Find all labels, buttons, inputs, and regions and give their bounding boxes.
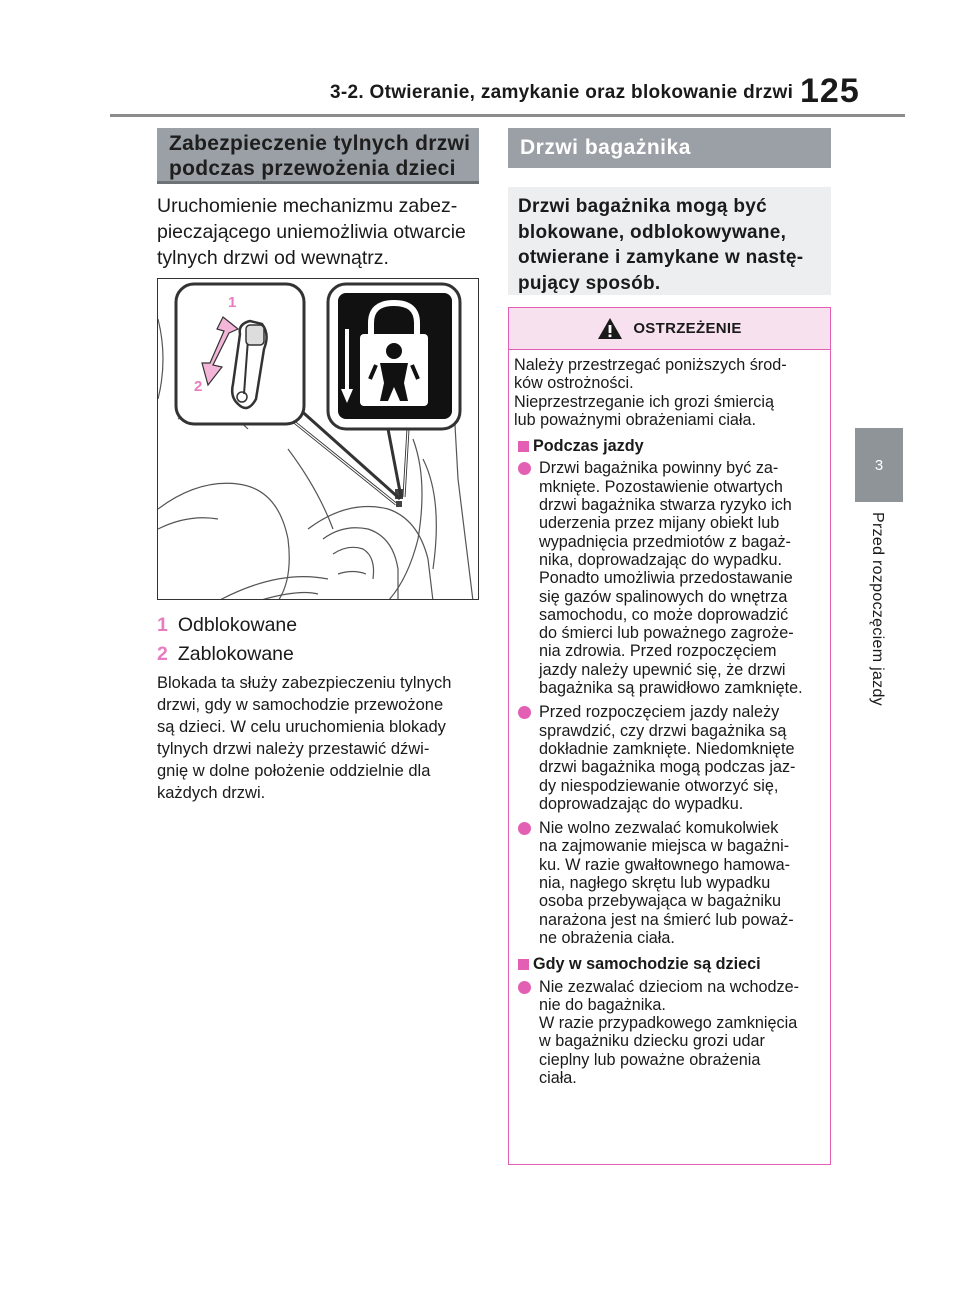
warning-body — [509, 350, 830, 1087]
bullet-text: Przed rozpoczęciem jazdy należy sprawdzić, czy drzwi bagażnika są dokładnie zamknięte. Niedomknięte drzwi bagażnika mogą podczas jaz- dy niespodziewanie otworzyć się, doprowadzając do wypadku. — [539, 703, 796, 813]
back-door-intro: Drzwi bagażnika mogą być blokowane, odblokowywane, otwierane i zamykane w nastę- pujący sposób. — [508, 187, 831, 295]
chapter-tab — [855, 428, 903, 502]
warning-box — [508, 307, 831, 1165]
chapter-title: Przed rozpoczęciem jazdy — [869, 512, 886, 706]
square-bullet-icon — [518, 959, 529, 970]
bullet-text: Nie wolno zezwalać komukolwiek na zajmowanie miejsca w bagażni- ku. W razie gwałtownego hamowa- nia, nagłego skrętu lub wypadku osoba przebywająca w bagażniku narażona jest na śmierć lub poważ- ne obrażenia ciała. — [539, 819, 794, 947]
circle-bullet-icon — [518, 462, 531, 475]
warning-subheading-driving — [518, 437, 824, 455]
legend-number: 2 — [157, 643, 168, 665]
subheading-text: Podczas jazdy — [533, 437, 644, 456]
child-lock-intro: Uruchomienie mechanizmu zabez- pieczającego uniemożliwia otwarcie tylnych drzwi od wewnątrz. — [157, 195, 466, 269]
child-lock-illustration — [157, 278, 479, 600]
child-lock-heading: Zabezpieczenie tylnych drzwi podczas przewożenia dzieci — [157, 128, 479, 184]
callout-1: 1 — [228, 294, 237, 311]
legend-number: 1 — [157, 614, 168, 636]
warning-bullet-4 — [518, 978, 824, 1088]
back-door-heading: Drzwi bagażnika — [508, 128, 831, 168]
warning-triangle-icon — [597, 317, 623, 340]
legend-label: Zablokowane — [177, 643, 294, 665]
legend-item-unlocked — [157, 614, 297, 637]
warning-bullet-2 — [518, 703, 824, 813]
circle-bullet-icon — [518, 706, 531, 719]
page-number: 125 — [800, 72, 860, 110]
warning-bullet-1 — [518, 459, 824, 697]
subheading-text: Gdy w samochodzie są dzieci — [533, 955, 761, 974]
square-bullet-icon — [518, 441, 529, 452]
warning-subheading-children — [518, 955, 824, 973]
section-title: 3-2. Otwieranie, zamykanie oraz blokowanie drzwi — [330, 82, 794, 103]
child-lock-note: Blokada ta służy zabezpieczeniu tylnych drzwi, gdy w samochodzie przewożone są dzieci. W celu uruchomienia blokady tylnych drzwi należy przestawić dźwi- gnię w dolne położenie oddzielnie dla każdych drzwi. — [157, 674, 452, 802]
warning-title: OSTRZEŻENIE — [633, 320, 742, 337]
bullet-text: Drzwi bagażnika powinny być za- mknięte. Pozostawienie otwartych drzwi bagażnika stwarza ryzyko ich uderzenia przez mijany obiekt lub wypadnięcia przedmiotów z bagaż- nika, doprowadzając do wypadku. Ponadto umożliwia przedostawanie się gazów spalinowych do wnętrza samochodu, co może doprowadzić do śmierci lub poważnego zagroże- nia zdrowia. Przed rozpoczęciem jazdy należy upewnić się, że drzwi bagażnika są prawidłowo zamknięte. — [539, 459, 803, 698]
warning-bullet-3 — [518, 819, 824, 947]
child-lock-drawing — [158, 279, 479, 600]
bullet-text: Nie zezwalać dzieciom na wchodze- nie do bagażnika. W razie przypadkowego zamknięcia w bagażniku dziecku grozi udar cieplny lub poważne obrażenia ciała. — [539, 977, 800, 1087]
warning-intro: Należy przestrzegać poniższych środ- ków ostrożności. Nieprzestrzeganie ich grozi śmiercią lub poważnymi obrażeniami ciała. — [514, 356, 787, 429]
circle-bullet-icon — [518, 822, 531, 835]
legend-item-locked — [157, 643, 294, 666]
chapter-number: 3 — [874, 456, 884, 474]
circle-bullet-icon — [518, 981, 531, 994]
header-divider — [110, 114, 905, 117]
warning-header — [509, 308, 830, 350]
legend-label: Odblokowane — [177, 614, 298, 636]
callout-2: 2 — [194, 378, 203, 395]
